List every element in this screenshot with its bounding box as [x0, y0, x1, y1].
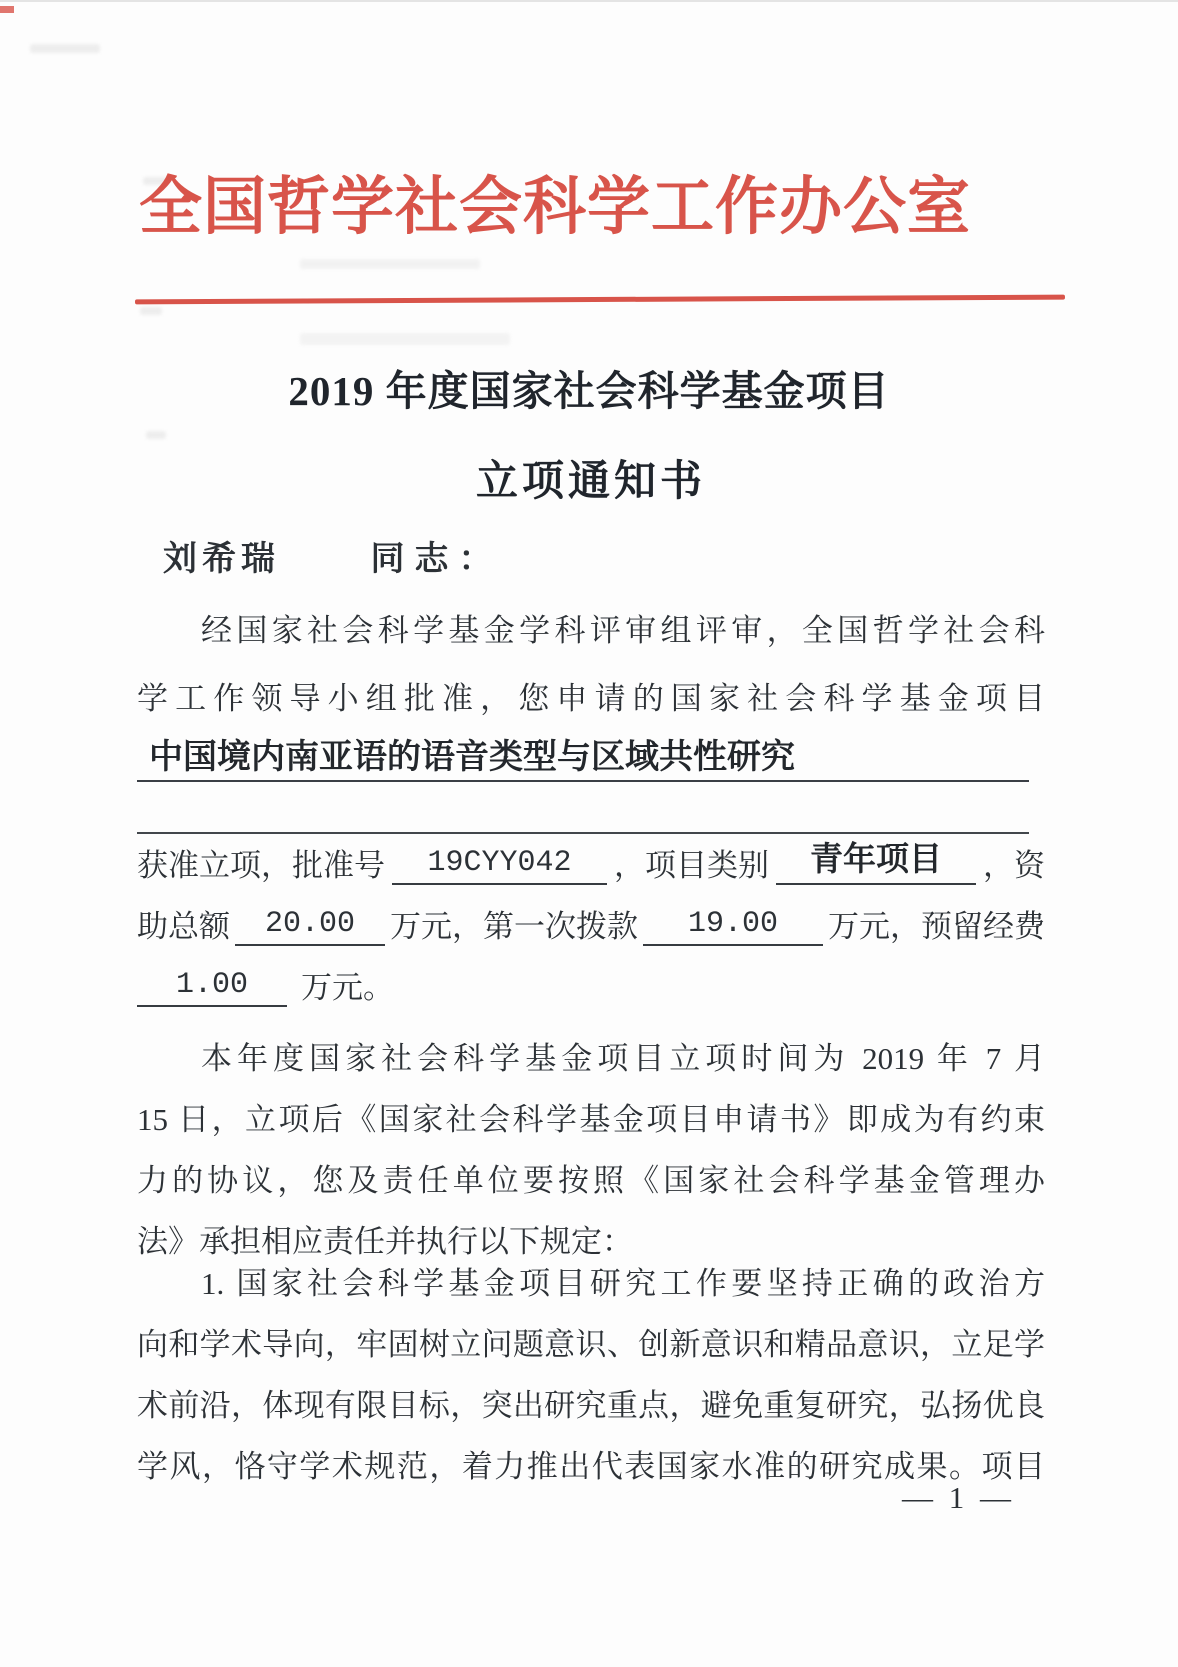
scan-artifact-red-corner — [0, 6, 14, 13]
approval-text: 万元，预留经费 — [828, 909, 1045, 944]
approval-line-3 — [137, 967, 1045, 1007]
approval-text: 助总额 — [137, 909, 230, 944]
approval-text: ，资 — [983, 848, 1045, 883]
reserved-amount-fill: 1.00 — [137, 968, 287, 1007]
scan-artifact — [146, 431, 166, 439]
approval-line-1 — [137, 842, 1045, 885]
body-line: 学风，恪守学术规范，着力推出代表国家水准的研究成果。项目 — [137, 1449, 1045, 1484]
body-line: 经国家社会科学基金学科评审组评审，全国哲学社会科 — [201, 613, 1045, 648]
scan-artifact — [300, 333, 510, 345]
body-line: 力的协议，您及责任单位要按照《国家社会科学基金管理办 — [137, 1163, 1045, 1198]
total-amount-fill: 20.00 — [235, 907, 385, 946]
project-title-underlined-line — [137, 733, 1029, 782]
body-line: 向和学术导向，牢固树立问题意识、创新意识和精品意识，立足学 — [137, 1327, 1045, 1362]
body-line: 本年度国家社会科学基金项目立项时间为 2019 年 7 月 — [201, 1041, 1045, 1076]
first-payment-fill: 19.00 — [643, 907, 823, 946]
body-line: 学工作领导小组批准，您申请的国家社会科学基金项目 — [137, 681, 1045, 716]
body-line: 法》承担相应责任并执行以下规定： — [137, 1224, 633, 1259]
letterhead-org-name: 全国哲学社会科学工作办公室 — [139, 172, 971, 242]
approval-text: 万元，第一次拨款 — [390, 909, 638, 944]
approval-text: 获准立项，批准号 — [137, 848, 385, 883]
scan-artifact — [140, 307, 162, 315]
recipient-name: 刘希瑞 — [163, 541, 280, 578]
scan-artifact-top-edge — [0, 0, 1178, 2]
blank-fill-underline — [137, 786, 1029, 834]
approval-text: ，项目类别 — [614, 848, 769, 883]
salutation-line — [163, 531, 503, 580]
approval-text: 万元。 — [301, 970, 394, 1005]
salutation-suffix: 同志： — [370, 541, 503, 578]
letterhead-rule — [135, 295, 1065, 305]
terms-paragraph — [137, 1028, 1045, 1272]
project-category-fill: 青年项目 — [776, 833, 976, 885]
approval-line-2 — [137, 906, 1045, 946]
scan-artifact — [300, 259, 480, 269]
approval-paragraph — [137, 842, 1045, 1028]
intro-paragraph — [137, 597, 1045, 733]
project-title: 中国境内南亚语的语音类型与区域共性研究 — [149, 739, 795, 776]
body-line: 15 日，立项后《国家社会科学基金项目申请书》即成为有约束 — [137, 1102, 1045, 1137]
body-line: 1. 国家社会科学基金项目研究工作要坚持正确的政治方 — [201, 1266, 1045, 1301]
page-number: — 1 — — [902, 1480, 1015, 1515]
body-line: 术前沿，体现有限目标，突出研究重点，避免重复研究，弘扬优良 — [137, 1388, 1045, 1423]
document-title-line2: 立项通知书 — [475, 459, 706, 505]
document-title-line1: 2019 年度国家社会科学基金项目 — [288, 368, 890, 414]
grant-number-fill: 19CYY042 — [392, 846, 607, 885]
rule-1-paragraph — [137, 1253, 1045, 1497]
scan-artifact — [30, 44, 100, 53]
